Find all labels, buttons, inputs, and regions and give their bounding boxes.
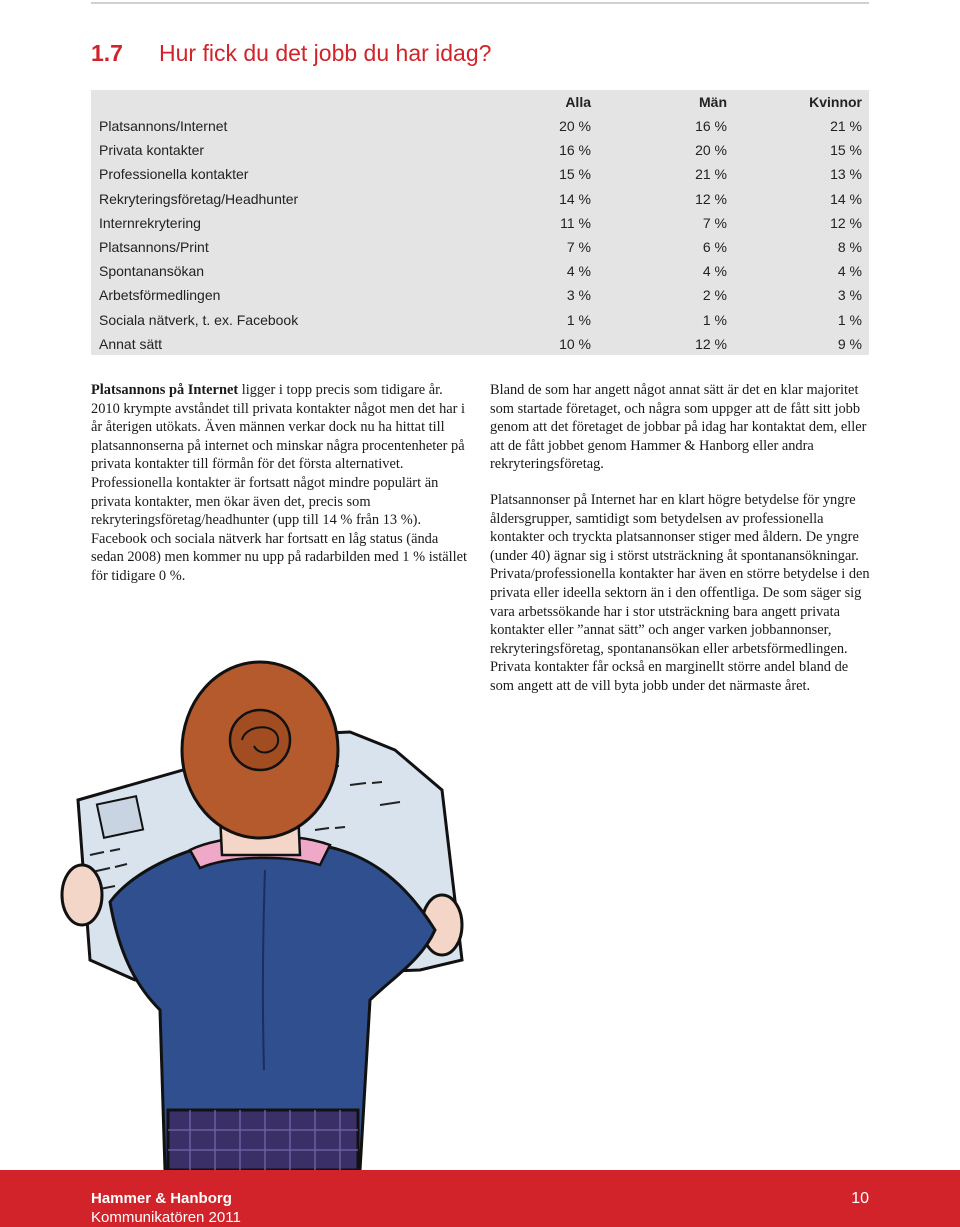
- header-alla: Alla: [565, 94, 591, 110]
- row-label: Privata kontakter: [99, 142, 205, 159]
- cell-kvinnor: 13 %: [830, 166, 862, 183]
- row-label: Rekryteringsföretag/Headhunter: [99, 190, 299, 207]
- cell-kvinnor: 1 %: [837, 311, 862, 328]
- cell-man: 2 %: [702, 287, 727, 304]
- cell-man: 6 %: [702, 238, 727, 255]
- row-label: Platsannons/Print: [99, 238, 209, 255]
- cell-alla: 20 %: [559, 118, 591, 134]
- cell-man: 1 %: [702, 311, 727, 328]
- header-kvinnor: Kvinnor: [809, 94, 862, 110]
- table-row: [91, 114, 869, 138]
- table-row: [91, 235, 869, 259]
- cell-alla: 4 %: [566, 263, 591, 280]
- table-row: [91, 211, 869, 235]
- footer-publication: Kommunikatören 2011: [91, 1209, 241, 1226]
- row-label: Sociala nätverk, t. ex. Facebook: [99, 311, 299, 328]
- cell-kvinnor: 9 %: [837, 335, 862, 352]
- skirt: [168, 1110, 358, 1170]
- cell-kvinnor: 4 %: [837, 263, 862, 280]
- lead-body-text: ligger i topp precis som tidigare år. 2010 krympte avståndet till privata kontakter något men det har i år återigen utökats. Även männen verkar dock nu ha hittat till platsannonserna på internet och minskar några procentenheter på privata kontakter till förmån för det första alternativet. Professionella kontakter är fortsatt något mindre populärt än privata kontakter, men ökar även det, precis som rekryteringsföretag/headhunter (upp till 14 % från 13 %). Facebook och sociala nätverk har fortsatt en låg status (ända sedan 2008) men kommer nu upp på radarbilden med 1 % istället för tidigare 0 %.: [91, 382, 468, 584]
- hair-bun: [230, 710, 290, 770]
- footer-organization: Hammer & Hanborg: [91, 1190, 232, 1207]
- table-row: [91, 283, 869, 307]
- section-heading: [91, 36, 491, 70]
- row-label: Arbetsförmedlingen: [99, 287, 221, 304]
- left-paragraph: [91, 381, 469, 586]
- top-divider: [91, 2, 869, 4]
- cell-man: 4 %: [702, 263, 727, 280]
- cell-alla: 7 %: [566, 238, 591, 255]
- cell-kvinnor: 21 %: [830, 118, 862, 134]
- cell-man: 12 %: [695, 190, 727, 207]
- cell-alla: 10 %: [559, 335, 591, 352]
- left-text-column: [91, 381, 469, 603]
- table-row: [91, 259, 869, 283]
- results-table: [91, 90, 869, 355]
- row-label: Professionella kontakter: [99, 166, 249, 183]
- cell-man: 7 %: [702, 214, 727, 231]
- newspaper-photo: [97, 796, 143, 838]
- cell-kvinnor: 8 %: [837, 238, 862, 255]
- cell-man: 21 %: [695, 166, 727, 183]
- table-row: [91, 308, 869, 332]
- cell-kvinnor: 14 %: [830, 190, 862, 207]
- row-label: Platsannons/Internet: [99, 118, 228, 134]
- section-title: Hur fick du det jobb du har idag?: [159, 40, 492, 66]
- cell-alla: 16 %: [559, 142, 591, 159]
- row-label: Spontanansökan: [99, 263, 205, 280]
- left-hand: [62, 865, 102, 925]
- right-text-column: [490, 381, 870, 713]
- cell-alla: 11 %: [560, 214, 591, 231]
- table-row: [91, 332, 869, 356]
- cell-alla: 15 %: [559, 166, 591, 183]
- right-paragraph-1: Bland de som har angett något annat sätt är det en klar majoritet som startade företaget, och några som uppger att de fått sitt jobb genom att det företaget de jobbar på idag har kontaktat dem, eller att de fått jobbet genom Hammer & Hanborg eller andra rekryteringsföretag.: [490, 382, 867, 473]
- table-row: [91, 138, 869, 162]
- page-number: 10: [851, 1190, 869, 1207]
- table-row: [91, 187, 869, 211]
- cell-man: 12 %: [695, 335, 727, 352]
- cell-alla: 14 %: [559, 190, 591, 207]
- cell-alla: 1 %: [566, 311, 591, 328]
- woman-reading-newspaper-illustration: [50, 640, 510, 1170]
- row-label: Annat sätt: [99, 335, 163, 352]
- right-paragraph-2: Platsannonser på Internet har en klart högre betydelse för yngre åldersgrupper, samtidigt som betydelsen av professionella kontakter och tryckta platsannonser stiger med åldern. De yngre (under 40) ägnar sig i störst utsträckning åt spontanansökningar. Privata/professionella kontakter har även en större betydelse i den privata eller ideella sektorn än i den offentliga. De som säger sig vara arbetssökande har i stor utsträckning bara angett privata kontakter eller ”annat sätt” och anger varken jobbannonser, rekryteringsföretag, spontanansökan eller arbetsförmedlingen. Privata kontakter får också en marginellt större andel bland de som angett att de vill byta jobb under det närmaste året.: [490, 491, 870, 694]
- header-man: Män: [699, 94, 727, 110]
- cell-man: 20 %: [695, 142, 727, 159]
- section-number: 1.7: [91, 40, 123, 66]
- lead-bold-text: Platsannons på Internet: [91, 382, 239, 398]
- row-label: Internrekrytering: [99, 214, 201, 231]
- table-header-row: [91, 90, 869, 114]
- table-row: [91, 162, 869, 186]
- cell-kvinnor: 3 %: [837, 287, 862, 304]
- cell-kvinnor: 15 %: [830, 142, 862, 159]
- cell-man: 16 %: [695, 118, 727, 134]
- cell-alla: 3 %: [566, 287, 591, 304]
- footer-bar: [0, 1170, 960, 1227]
- cell-kvinnor: 12 %: [830, 214, 862, 231]
